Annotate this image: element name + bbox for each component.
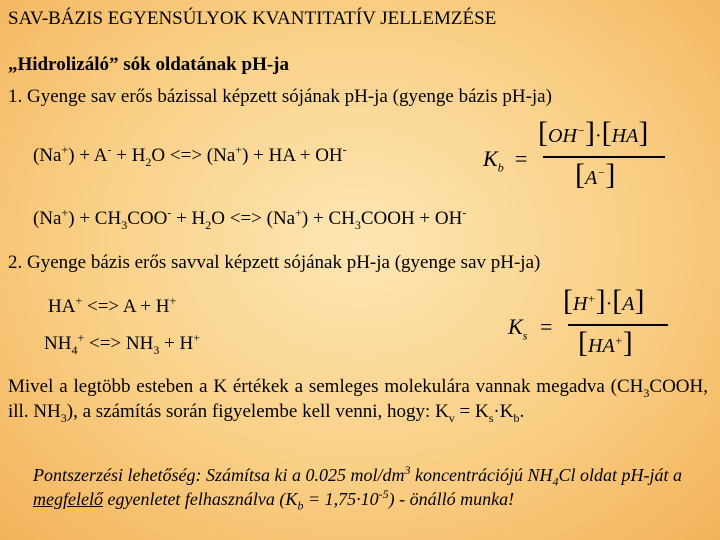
task-note: Pontszerzési lehetőség: Számítsa ki a 0.025 mol/$dm^3$ koncentrációjú $NH_4Cl$ oldat pH-ját a megfelelő egyenletet felhasználva $(K_b = 1,75\cdot 10^{-5})$ - önálló munka!	[33, 463, 682, 513]
section1-heading: 1. Gyenge sav erős bázissal képzett sójának pH-ja (gyenge bázis pH-ja)	[8, 86, 552, 107]
subtitle: „Hidrolizáló” sók oldatának pH-ja	[8, 54, 290, 75]
section2-equation-1: HA+ <=> A + H+	[48, 293, 177, 317]
ks-formula: $K_s$ = [H+]·[A] [HA+]	[508, 284, 678, 364]
kb-formula: $K_b$ = [OH−]·[HA] [A−]	[483, 116, 673, 196]
section1-equation-2: $(Na^+) + CH_3COO^- + H_2O$ <=> $(Na^+) + CH_3COOH + OH^-$	[33, 205, 467, 232]
page-title: SAV-BÁZIS EGYENSÚLYOK KVANTITATÍV JELLEMZÉSE	[8, 8, 497, 29]
section1-equation-1: $(Na^+) + A^- + H_2O$ <=> (Na+) + HA + OH-	[33, 142, 347, 169]
section2-equation-2: $NH_4^+$ <=> $NH_3 + H^+$	[44, 330, 201, 357]
kb-fraction-bar	[543, 156, 665, 158]
underlined-word: megfelelő	[33, 489, 103, 509]
explanation-paragraph: Mivel a legtöbb esteben a K értékek a semleges molekulára vannak megadva ($CH_3COOH$, ill. $NH_3$), a számítás során figyelembe kell venni, hogy: $K_v = K_s\cdot K_b$.	[8, 376, 708, 425]
section2-heading: 2. Gyenge bázis erős savval képzett sójának pH-ja (gyenge sav pH-ja)	[8, 252, 541, 273]
